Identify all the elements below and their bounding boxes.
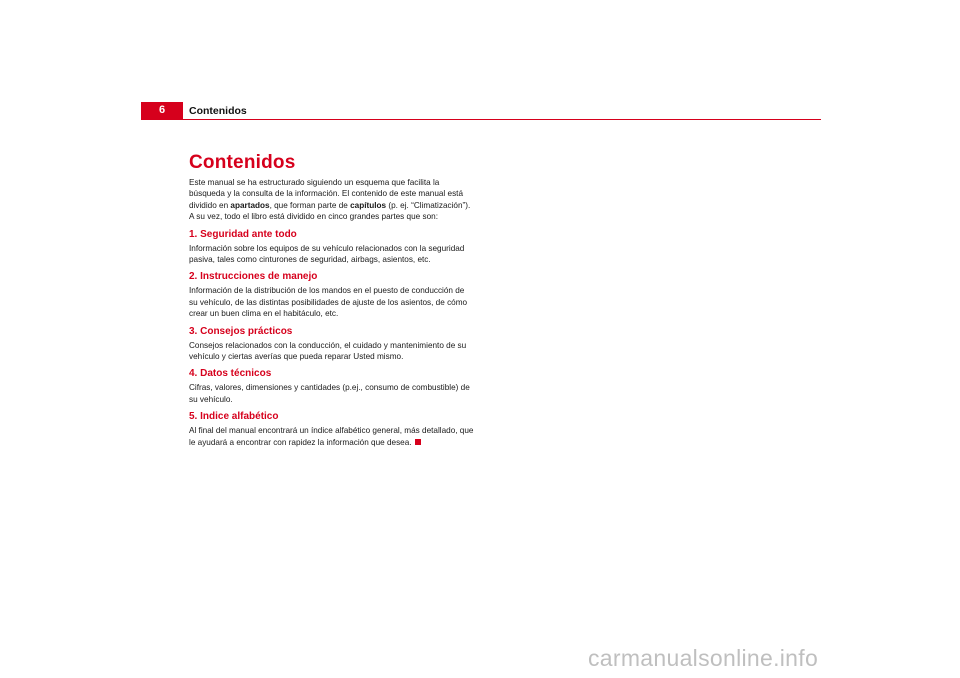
- section-heading-indice: 5. Indice alfabético: [189, 411, 279, 423]
- page-number: 6: [141, 102, 183, 119]
- intro-text-3: (p. ej. “Climatización”). A su vez, todo el libro está dividido en cinco grandes partes que son:: [189, 200, 471, 222]
- section-text-consejos: Consejos relacionados con la conducción, el cuidado y mantenimiento de su vehículo y ciertas averías que pueda reparar Usted mismo.: [189, 340, 467, 362]
- section-4: [189, 368, 474, 405]
- intro-text-1: Este manual se ha estructurado siguiendo un esquema que facilita la búsqueda y la consulta de la información. El contenido de este manual está dividido en: [189, 178, 464, 210]
- section-5: [189, 411, 474, 448]
- intro-paragraph: [189, 177, 474, 223]
- watermark[interactable]: carmanualsonline.info: [588, 645, 819, 671]
- intro-bold-apartados: apartados: [230, 200, 270, 210]
- section-text-indice-paragraph: [189, 425, 474, 448]
- header-divider: [141, 119, 821, 120]
- section-2: [189, 271, 474, 319]
- section-text-seguridad: Información sobre los equipos de su vehículo relacionados con la seguridad pasiva, tales como cinturones de seguridad, airbags, asientos, etc.: [189, 243, 465, 265]
- end-of-section-square-icon: [415, 439, 421, 445]
- section-1: [189, 229, 474, 266]
- section-3: [189, 326, 474, 363]
- section-text-datos: Cifras, valores, dimensiones y cantidades (p.ej., consumo de combustible) de su vehículo.: [189, 383, 470, 404]
- section-heading-datos: 4. Datos técnicos: [189, 368, 272, 380]
- section-heading-instrucciones: 2. Instrucciones de manejo: [189, 271, 318, 283]
- section-text-indice: Al final del manual encontrará un índice alfabético general, más detallado, que le ayudará a encontrar con rapidez la información que desea.: [189, 426, 474, 447]
- intro-bold-capitulos: capítulos: [350, 200, 387, 210]
- section-heading-seguridad: 1. Seguridad ante todo: [189, 228, 297, 240]
- section-heading-consejos: 3. Consejos prácticos: [189, 325, 293, 337]
- main-content: [189, 152, 474, 448]
- page-title: Contenidos: [189, 152, 296, 173]
- section-text-instrucciones: Información de la distribución de los mandos en el puesto de conducción de su vehículo, de las distintas posibilidades de ajuste de los asientos, de cómo crear un buen clima en el habitáculo, etc.: [189, 286, 468, 319]
- intro-text-2: , que forman parte de: [269, 200, 351, 210]
- running-header-title: Contenidos: [189, 105, 247, 117]
